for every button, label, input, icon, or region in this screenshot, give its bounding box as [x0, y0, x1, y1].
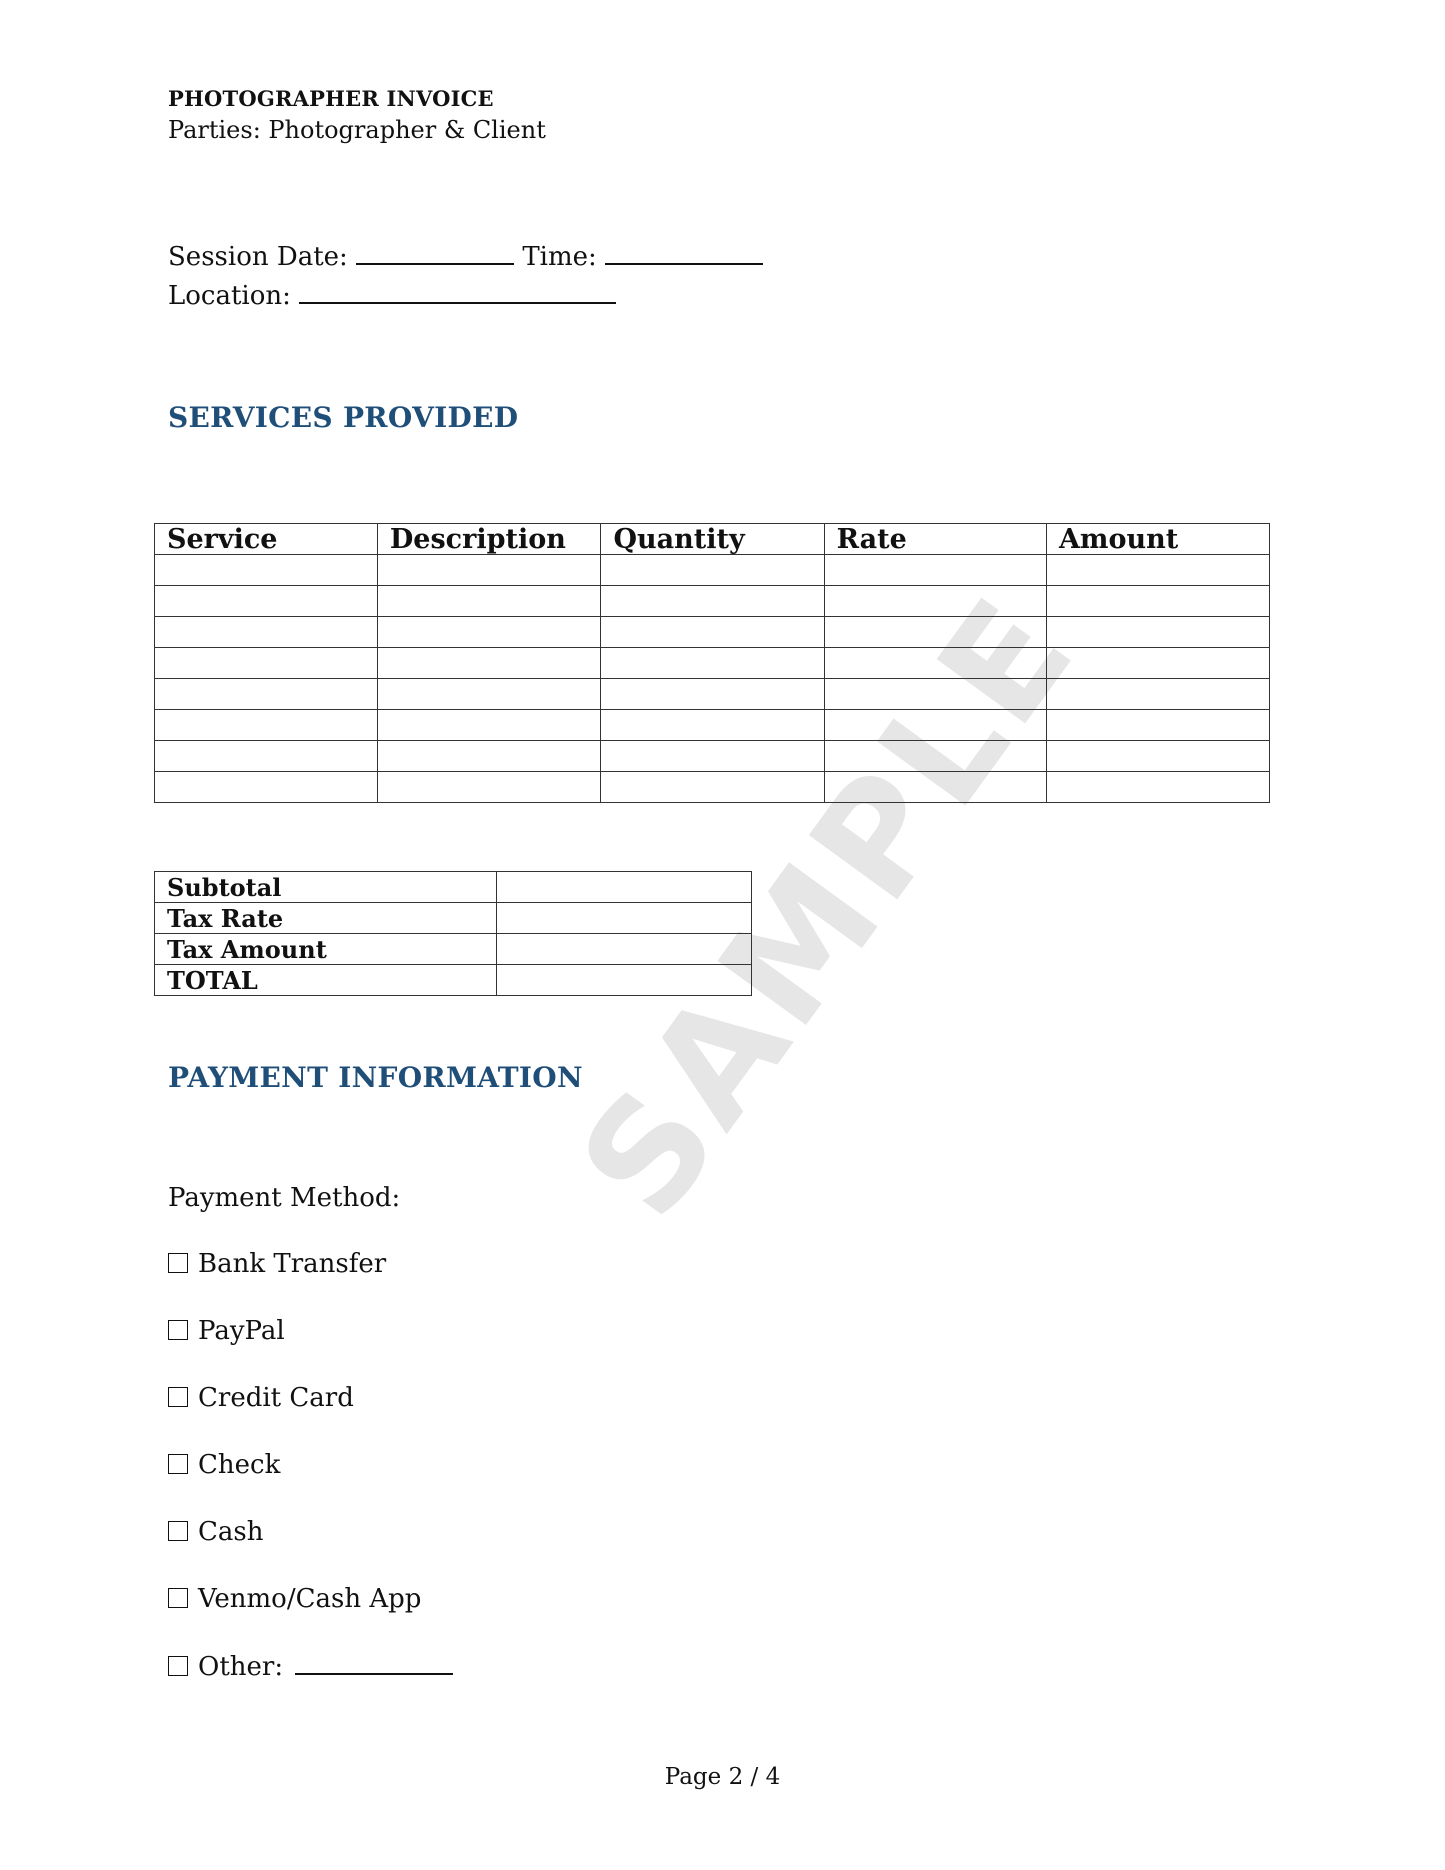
table-cell[interactable] — [824, 586, 1046, 617]
table-cell[interactable] — [824, 679, 1046, 710]
table-cell[interactable] — [1046, 710, 1269, 741]
option-label: PayPal — [198, 1316, 285, 1346]
column-header-rate: Rate — [824, 524, 1046, 555]
table-row — [155, 965, 752, 996]
payment-option-other[interactable] — [168, 1651, 453, 1682]
session-date-label: Session Date: — [168, 242, 348, 272]
table-cell[interactable] — [377, 648, 601, 679]
table-cell[interactable] — [155, 555, 378, 586]
services-header-row — [155, 524, 1270, 555]
payment-heading: PAYMENT INFORMATION — [168, 1061, 583, 1094]
table-cell[interactable] — [1046, 555, 1269, 586]
location-line — [168, 280, 616, 311]
table-row — [155, 772, 1270, 803]
option-label: Bank Transfer — [198, 1249, 387, 1279]
table-row — [155, 586, 1270, 617]
table-cell[interactable] — [1046, 679, 1269, 710]
table-cell[interactable] — [601, 648, 824, 679]
payment-option-bank-transfer[interactable] — [168, 1249, 386, 1279]
location-label: Location: — [168, 281, 291, 311]
table-cell[interactable] — [155, 617, 378, 648]
option-label: Other: — [198, 1652, 284, 1682]
session-time-label: Time: — [522, 242, 597, 272]
table-cell[interactable] — [377, 555, 601, 586]
column-header-quantity: Quantity — [601, 524, 824, 555]
checkbox-icon[interactable] — [168, 1656, 188, 1676]
document-parties: Parties: Photographer & Client — [168, 116, 546, 144]
checkbox-icon[interactable] — [168, 1387, 188, 1407]
table-cell[interactable] — [155, 586, 378, 617]
column-header-service: Service — [155, 524, 378, 555]
table-cell[interactable] — [601, 679, 824, 710]
table-cell[interactable] — [601, 586, 824, 617]
sample-watermark: SAMPLE — [547, 565, 1110, 1249]
payment-option-credit-card[interactable] — [168, 1383, 354, 1413]
totals-table — [154, 871, 752, 996]
table-cell[interactable] — [377, 710, 601, 741]
tax-amount-value[interactable] — [497, 934, 752, 965]
table-cell[interactable] — [601, 555, 824, 586]
option-label: Credit Card — [198, 1383, 354, 1413]
checkbox-icon[interactable] — [168, 1253, 188, 1273]
total-value[interactable] — [497, 965, 752, 996]
option-label: Check — [198, 1450, 281, 1480]
table-cell[interactable] — [377, 617, 601, 648]
session-time-field[interactable] — [605, 241, 763, 265]
tax-amount-label: Tax Amount — [155, 934, 497, 965]
payment-option-venmo-cash-app[interactable] — [168, 1584, 421, 1614]
table-cell[interactable] — [824, 555, 1046, 586]
table-cell[interactable] — [155, 648, 378, 679]
table-cell[interactable] — [377, 679, 601, 710]
table-cell[interactable] — [601, 772, 824, 803]
subtotal-label: Subtotal — [155, 872, 497, 903]
checkbox-icon[interactable] — [168, 1454, 188, 1474]
table-cell[interactable] — [155, 741, 378, 772]
table-row — [155, 679, 1270, 710]
tax-rate-label: Tax Rate — [155, 903, 497, 934]
option-label: Cash — [198, 1517, 264, 1547]
table-cell[interactable] — [1046, 586, 1269, 617]
column-header-description: Description — [377, 524, 601, 555]
table-cell[interactable] — [155, 679, 378, 710]
table-cell[interactable] — [377, 741, 601, 772]
table-cell[interactable] — [155, 772, 378, 803]
table-cell[interactable] — [824, 741, 1046, 772]
table-cell[interactable] — [601, 741, 824, 772]
table-cell[interactable] — [824, 648, 1046, 679]
services-heading: SERVICES PROVIDED — [168, 401, 519, 434]
table-cell[interactable] — [377, 586, 601, 617]
table-row — [155, 617, 1270, 648]
table-row — [155, 741, 1270, 772]
subtotal-value[interactable] — [497, 872, 752, 903]
session-date-field[interactable] — [356, 241, 514, 265]
tax-rate-value[interactable] — [497, 903, 752, 934]
table-cell[interactable] — [1046, 648, 1269, 679]
page-number: Page 2 / 4 — [664, 1764, 781, 1790]
document-title: PHOTOGRAPHER INVOICE — [168, 86, 494, 111]
checkbox-icon[interactable] — [168, 1588, 188, 1608]
table-cell[interactable] — [824, 772, 1046, 803]
option-label: Venmo/Cash App — [198, 1584, 422, 1614]
other-payment-field[interactable] — [295, 1651, 453, 1675]
checkbox-icon[interactable] — [168, 1521, 188, 1541]
services-table — [154, 523, 1270, 803]
session-date-time-line — [168, 241, 763, 272]
table-cell[interactable] — [601, 710, 824, 741]
table-row — [155, 710, 1270, 741]
location-field[interactable] — [299, 280, 616, 304]
total-label: TOTAL — [155, 965, 497, 996]
table-cell[interactable] — [1046, 741, 1269, 772]
table-row — [155, 555, 1270, 586]
table-row — [155, 872, 752, 903]
services-table-body — [155, 555, 1270, 803]
table-cell[interactable] — [601, 617, 824, 648]
table-cell[interactable] — [824, 710, 1046, 741]
table-row — [155, 648, 1270, 679]
table-cell[interactable] — [377, 772, 601, 803]
payment-option-cash[interactable] — [168, 1517, 263, 1547]
table-cell[interactable] — [1046, 772, 1269, 803]
table-row — [155, 934, 752, 965]
table-row — [155, 903, 752, 934]
table-cell[interactable] — [155, 710, 378, 741]
payment-option-paypal[interactable] — [168, 1316, 285, 1346]
table-cell[interactable] — [824, 617, 1046, 648]
column-header-amount: Amount — [1046, 524, 1269, 555]
payment-method-label: Payment Method: — [168, 1183, 401, 1213]
table-cell[interactable] — [1046, 617, 1269, 648]
payment-option-check[interactable] — [168, 1450, 280, 1480]
checkbox-icon[interactable] — [168, 1320, 188, 1340]
